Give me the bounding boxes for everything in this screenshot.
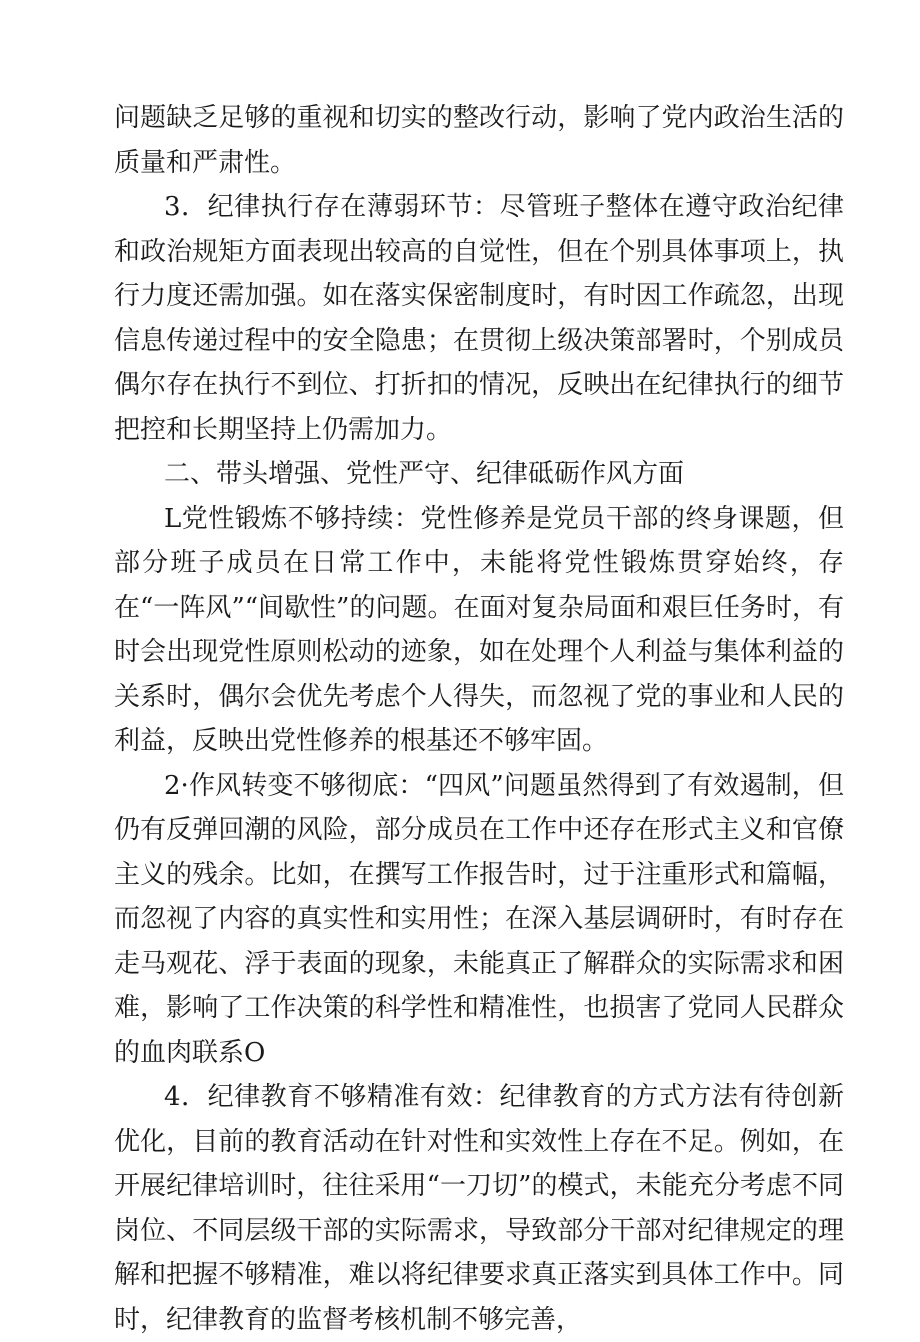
paragraph-discipline-education: 4．纪律教育不够精准有效：纪律教育的方式方法有待创新优化，目前的教育活动在针对性和实效性上存在不足。例如，在开展纪律培训时，往往采用“一刀切”的模式，未能充分考虑不同岗位、不同层级干部的实际需求，导致部分干部对纪律规定的理解和把握不够精准，难以将纪律要求真正落实到具体工作中。同时，纪律教育的监督考核机制不够完善， [114, 1082, 844, 1335]
section-heading: 二、带头增强、党性严守、纪律砥砺作风方面 [164, 459, 685, 489]
paragraph-discipline-execution: 3．纪律执行存在薄弱环节：尽管班子整体在遵守政治纪律和政治规矩方面表现出较高的自觉性，但在个别具体事项上，执行力度还需加强。如在落实保密制度时，有时因工作疏忽，出现信息传递过程中的安全隐患；在贯彻上级决策部署时，个别成员偶尔存在执行不到位、打折扣的情况，反映出在纪律执行的细节把控和长期坚持上仍需加力。 [114, 192, 844, 445]
paragraph-party-spirit: L党性锻炼不够持续：党性修养是党员干部的终身课题，但部分班子成员在日常工作中，未能将党性锻炼贯穿始终，存在“一阵风”“间歇性”的问题。在面对复杂局面和艰巨任务时，有时会出现党性原则松动的迹象，如在处理个人利益与集体利益的关系时，偶尔会优先考虑个人得失，而忽视了党的事业和人民的利益，反映出党性修养的根基还不够牢固。 [114, 503, 844, 756]
body-text [114, 96, 844, 1342]
paragraph-work-style: 2·作风转变不够彻底：“四风”问题虽然得到了有效遏制，但仍有反弹回潮的风险，部分成员在工作中还存在形式主义和官僚主义的残余。比如，在撰写工作报告时，过于注重形式和篇幅，而忽视了内容的真实性和实用性；在深入基层调研时，有时存在走马观花、浮于表面的现象，未能真正了解群众的实际需求和困难，影响了工作决策的科学性和精准性，也损害了党同人民群众的血肉联系O [114, 770, 844, 1068]
paragraph-continuation: 问题缺乏足够的重视和切实的整改行动，影响了党内政治生活的质量和严肃性。 [114, 103, 844, 178]
